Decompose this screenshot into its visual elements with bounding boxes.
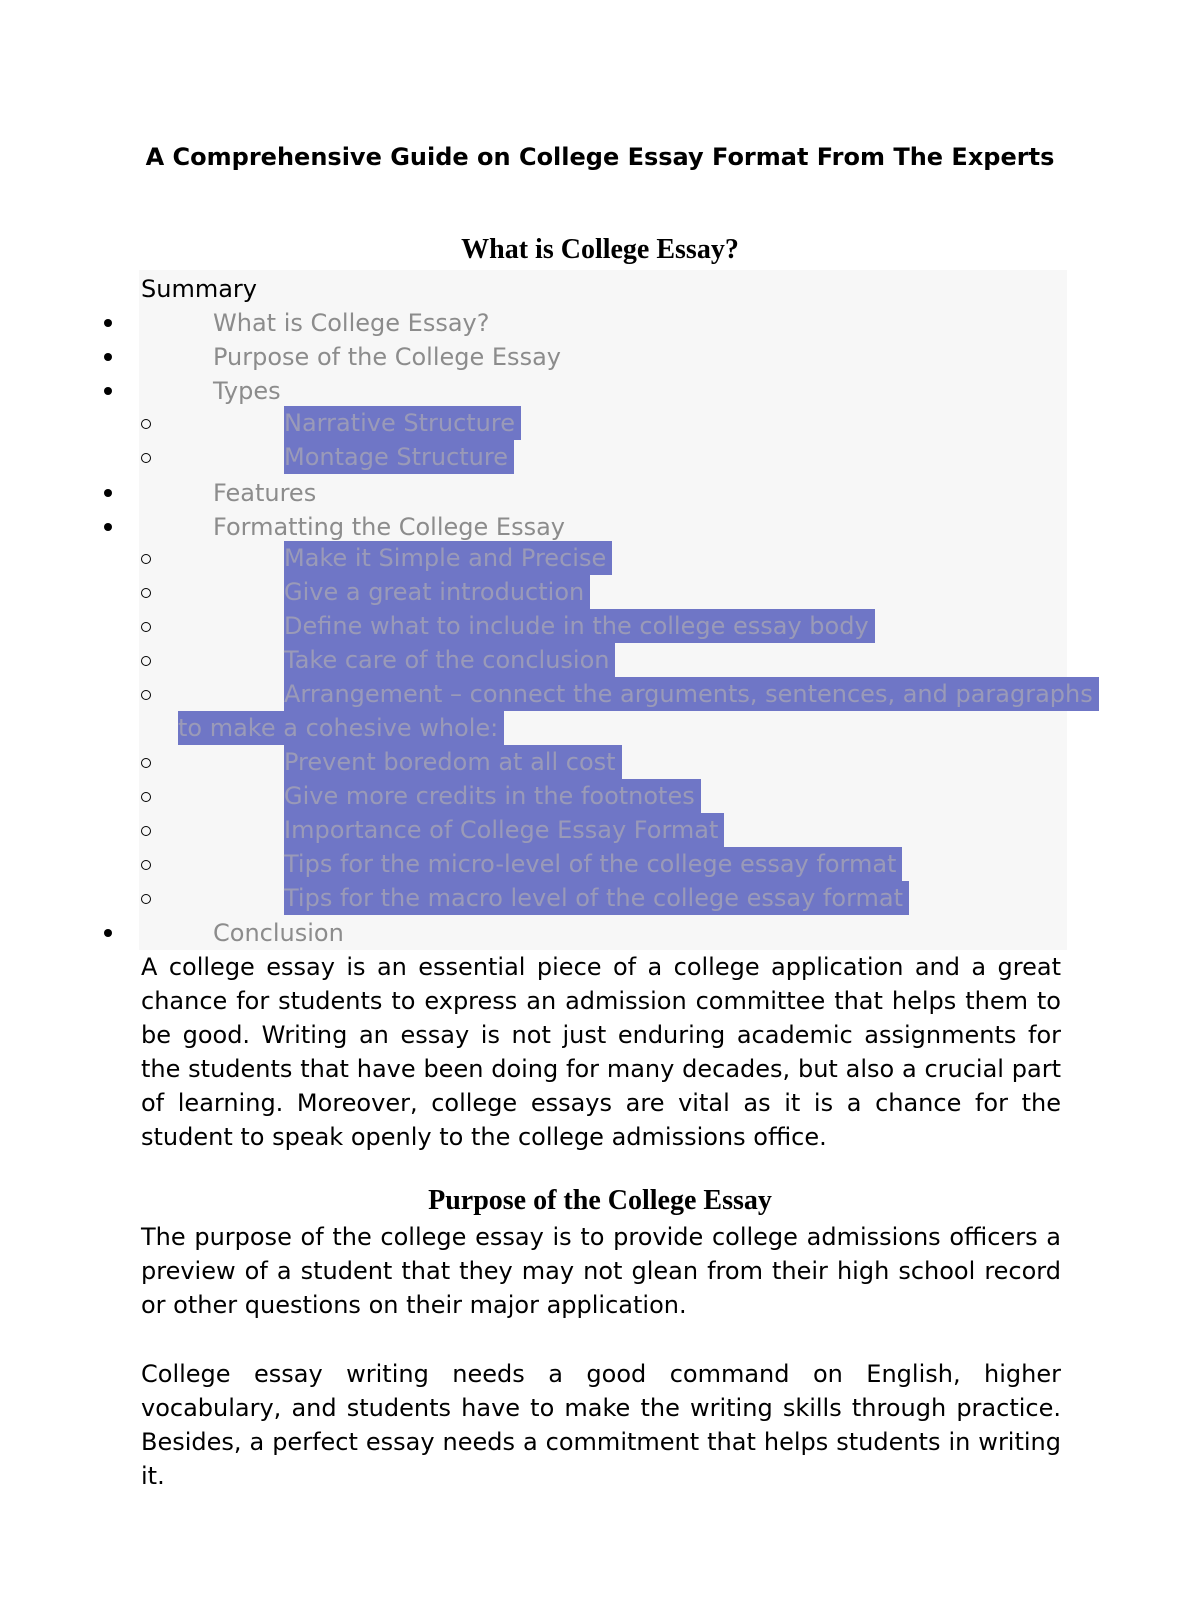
toc-item[interactable] [0, 306, 1200, 340]
circle-bullet-icon [141, 690, 151, 700]
toc-subitem[interactable] [0, 406, 1200, 440]
summary-label: Summary [141, 275, 257, 303]
toc-link-what-is-college-essay[interactable]: What is College Essay? [213, 309, 490, 337]
bullet-icon [104, 319, 112, 327]
toc-subitem-continuation[interactable] [0, 711, 1200, 745]
circle-bullet-icon [141, 622, 151, 632]
toc-link-purpose[interactable]: Purpose of the College Essay [213, 343, 561, 371]
toc-link-formatting[interactable]: Formatting the College Essay [213, 513, 565, 541]
toc-item[interactable] [0, 916, 1200, 950]
toc-subitem[interactable] [0, 745, 1200, 779]
circle-bullet-icon [141, 419, 151, 429]
toc-link-macro-level[interactable]: Tips for the macro level of the college essay format [284, 881, 909, 915]
toc-link-features[interactable]: Features [213, 479, 317, 507]
toc-item[interactable] [0, 476, 1200, 510]
paragraph-purpose-1: The purpose of the college essay is to provide college admissions officers a preview of a student that they may not glean from their high school record or other questions on their major application. [141, 1223, 1061, 1319]
heading-purpose: Purpose of the College Essay [428, 1185, 772, 1216]
circle-bullet-icon [141, 656, 151, 666]
toc-subitem[interactable] [0, 541, 1200, 575]
bullet-icon [104, 489, 112, 497]
toc-link-footnotes[interactable]: Give more credits in the footnotes [284, 779, 701, 813]
circle-bullet-icon [141, 758, 151, 768]
toc-item[interactable] [0, 510, 1200, 544]
toc-link-conclusion-care[interactable]: Take care of the conclusion [284, 643, 615, 677]
toc-subitem[interactable] [0, 779, 1200, 813]
toc-item[interactable] [0, 340, 1200, 374]
bullet-icon [104, 929, 112, 937]
circle-bullet-icon [141, 588, 151, 598]
circle-bullet-icon [141, 453, 151, 463]
toc-link-make-it-simple[interactable]: Make it Simple and Precise [284, 541, 612, 575]
bullet-icon [104, 353, 112, 361]
circle-bullet-icon [141, 894, 151, 904]
circle-bullet-icon [141, 826, 151, 836]
toc-link-essay-body[interactable]: Define what to include in the college essay body [284, 609, 875, 643]
toc-link-arrangement[interactable]: Arrangement – connect the arguments, sentences, and paragraphs [284, 677, 1099, 711]
toc-link-importance[interactable]: Importance of College Essay Format [284, 813, 724, 847]
document-title: A Comprehensive Guide on College Essay Format From The Experts [145, 143, 1055, 171]
circle-bullet-icon [141, 554, 151, 564]
toc-link-micro-level[interactable]: Tips for the micro-level of the college essay format [284, 847, 902, 881]
circle-bullet-icon [141, 792, 151, 802]
toc-link-narrative-structure[interactable]: Narrative Structure [284, 406, 521, 440]
toc-link-conclusion[interactable]: Conclusion [213, 919, 344, 947]
toc-subitem[interactable] [0, 440, 1200, 474]
toc-item[interactable] [0, 374, 1200, 408]
toc-subitem[interactable] [0, 813, 1200, 847]
toc-subitem[interactable] [0, 575, 1200, 609]
toc-subitem[interactable] [0, 677, 1200, 711]
toc-link-types[interactable]: Types [213, 377, 281, 405]
toc-link-arrangement-continued[interactable]: to make a cohesive whole: [178, 711, 504, 745]
bullet-icon [104, 523, 112, 531]
toc-subitem[interactable] [0, 847, 1200, 881]
paragraph-what-is-college-essay: A college essay is an essential piece of a college application and a great chance for students to express an admission committee that helps them to be good. Writing an essay is not just enduring academic assignments for the students that have been doing for many decades, but also a crucial part of learning. Moreover, college essays are vital as it is a chance for the student to speak openly to the college admissions office. [141, 953, 1061, 1151]
toc-subitem[interactable] [0, 643, 1200, 677]
bullet-icon [104, 387, 112, 395]
toc-subitem[interactable] [0, 881, 1200, 915]
toc-link-introduction[interactable]: Give a great introduction [284, 575, 590, 609]
heading-what-is-college-essay: What is College Essay? [461, 234, 739, 265]
toc-link-montage-structure[interactable]: Montage Structure [284, 440, 514, 474]
circle-bullet-icon [141, 860, 151, 870]
toc-link-prevent-boredom[interactable]: Prevent boredom at all cost [284, 745, 622, 779]
paragraph-purpose-2: College essay writing needs a good command on English, higher vocabulary, and students have to make the writing skills through practice. Besides, a perfect essay needs a commitment that helps students in writing it. [141, 1360, 1061, 1490]
toc-subitem[interactable] [0, 609, 1200, 643]
